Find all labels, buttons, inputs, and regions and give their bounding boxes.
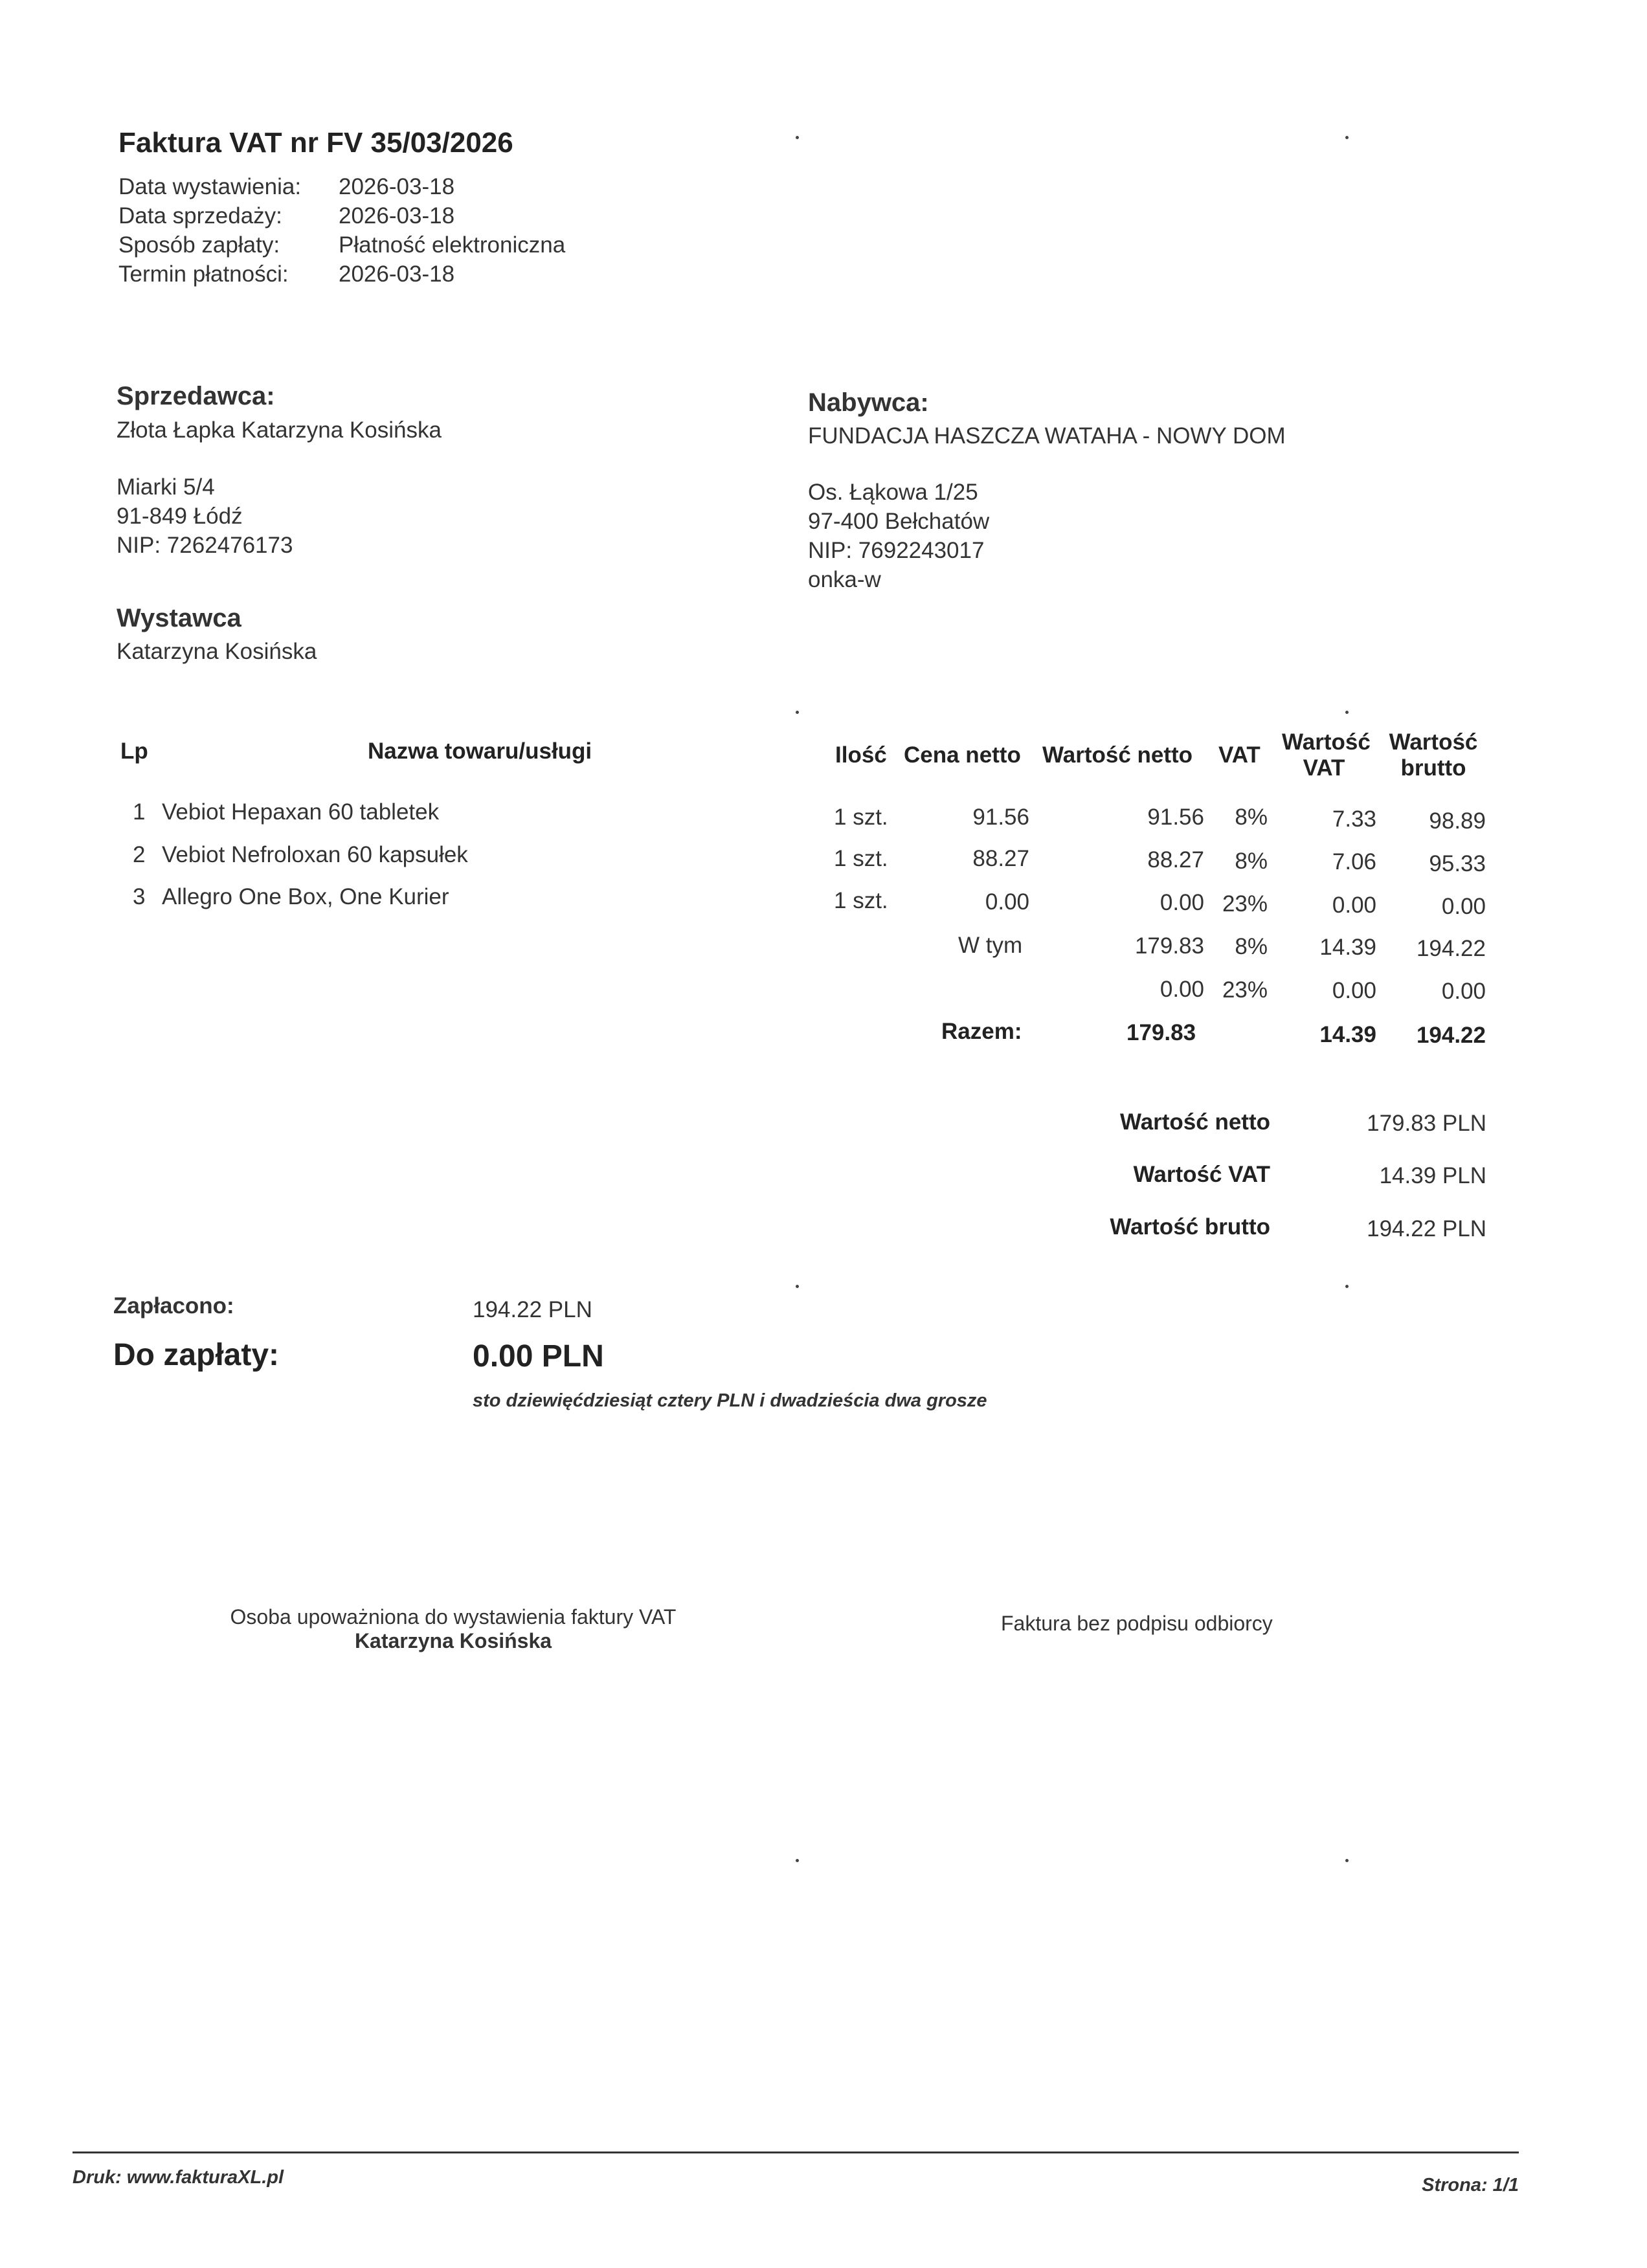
breakdown-label: W tym <box>958 933 1023 958</box>
row-3-lp: 3 <box>133 884 146 909</box>
seller-street: Miarki 5/4 <box>117 474 215 500</box>
col-header-gross-value <box>1388 729 1479 781</box>
row-1-unit-net: 91.56 <box>972 805 1029 830</box>
scan-speck <box>1345 1285 1349 1288</box>
row-3-net: 0.00 <box>1160 890 1204 915</box>
total-net: 179.83 <box>1126 1020 1196 1045</box>
breakdown-2-net: 0.00 <box>1160 977 1204 1002</box>
col-header-vat-value-line1: Wartość <box>1282 729 1371 755</box>
meta-label-issue-date: Data wystawienia: <box>118 174 302 199</box>
meta-label-due-date: Termin płatności: <box>118 261 289 287</box>
col-header-lp: Lp <box>120 739 148 764</box>
scan-speck <box>1345 1859 1349 1862</box>
row-2-vat: 8% <box>1235 849 1268 874</box>
paid-label: Zapłacono: <box>113 1293 234 1318</box>
col-header-gross-value-line2: brutto <box>1400 755 1466 781</box>
summary-net-value: 179.83 PLN <box>1367 1111 1486 1136</box>
footer-print-source: Druk: www.fakturaXL.pl <box>73 2167 284 2188</box>
due-label: Do zapłaty: <box>113 1338 280 1372</box>
col-header-vat-value-line2: VAT <box>1303 755 1345 781</box>
seller-heading: Sprzedawca: <box>117 382 275 410</box>
scan-speck <box>1345 136 1349 139</box>
footer-page-number: Strona: 1/1 <box>1422 2175 1519 2196</box>
meta-value-payment-method: Płatność elektroniczna <box>339 232 566 258</box>
row-3-name: Allegro One Box, One Kurier <box>162 884 449 909</box>
row-3-gross: 0.00 <box>1441 894 1486 919</box>
signature-left-role: Osoba upoważniona do wystawienia faktury VAT <box>230 1605 677 1629</box>
due-value: 0.00 PLN <box>473 1339 604 1373</box>
row-3-unit-net: 0.00 <box>985 889 1029 915</box>
summary-vat-label: Wartość VAT <box>1133 1162 1270 1187</box>
row-1-gross: 98.89 <box>1429 808 1486 834</box>
signature-left <box>194 1605 712 1653</box>
meta-value-sale-date: 2026-03-18 <box>339 203 455 228</box>
meta-label-payment-method: Sposób zapłaty: <box>118 232 280 258</box>
invoice-meta-values <box>339 172 565 289</box>
total-gross: 194.22 <box>1416 1023 1486 1048</box>
breakdown-2-vat-value: 0.00 <box>1332 978 1376 1003</box>
col-header-vat: VAT <box>1218 742 1260 768</box>
row-2-gross: 95.33 <box>1429 851 1486 876</box>
row-1-net: 91.56 <box>1147 805 1204 830</box>
buyer-heading: Nabywca: <box>808 388 929 417</box>
breakdown-2-vat: 23% <box>1222 977 1268 1003</box>
row-1-name: Vebiot Hepaxan 60 tabletek <box>162 799 440 825</box>
col-header-net-value: Wartość netto <box>1042 742 1193 768</box>
total-label: Razem: <box>941 1019 1022 1044</box>
breakdown-1-net: 179.83 <box>1134 933 1204 959</box>
col-header-vat-value <box>1282 729 1371 781</box>
breakdown-1-vat: 8% <box>1235 934 1268 959</box>
col-header-unit-net: Cena netto <box>904 742 1021 768</box>
breakdown-1-gross: 194.22 <box>1416 936 1486 961</box>
row-1-qty: 1 szt. <box>834 805 888 830</box>
row-1-vat-value: 7.33 <box>1332 806 1376 832</box>
meta-label-sale-date: Data sprzedaży: <box>118 203 282 228</box>
row-2-vat-value: 7.06 <box>1332 849 1376 874</box>
breakdown-2-gross: 0.00 <box>1441 979 1486 1004</box>
summary-gross-label: Wartość brutto <box>1110 1214 1270 1240</box>
buyer-street: Os. Łąkowa 1/25 <box>808 480 978 505</box>
paid-value: 194.22 PLN <box>473 1297 592 1322</box>
breakdown-1-vat-value: 14.39 <box>1319 935 1376 960</box>
meta-value-due-date: 2026-03-18 <box>339 261 455 287</box>
amount-in-words: sto dziewięćdziesiąt cztery PLN i dwadzieścia dwa grosze <box>473 1390 987 1411</box>
issuer-heading: Wystawca <box>117 604 241 632</box>
col-header-gross-value-line1: Wartość <box>1389 729 1478 755</box>
invoice-meta-labels <box>118 172 301 289</box>
buyer-name: FUNDACJA HASZCZA WATAHA - NOWY DOM <box>808 423 1286 449</box>
row-1-vat: 8% <box>1235 805 1268 830</box>
seller-name: Złota Łapka Katarzyna Kosińska <box>117 417 442 443</box>
buyer-nip: NIP: 7692243017 <box>808 538 985 563</box>
scan-speck <box>796 1859 799 1862</box>
invoice-title: Faktura VAT nr FV 35/03/2026 <box>118 127 513 159</box>
meta-value-issue-date: 2026-03-18 <box>339 174 455 199</box>
summary-net-label: Wartość netto <box>1119 1109 1270 1135</box>
summary-gross-value: 194.22 PLN <box>1367 1216 1486 1241</box>
row-2-lp: 2 <box>133 842 146 867</box>
row-2-net: 88.27 <box>1147 847 1204 873</box>
buyer-city: 97-400 Bełchatów <box>808 509 990 534</box>
row-1-lp: 1 <box>133 799 146 825</box>
signature-left-person: Katarzyna Kosińska <box>354 1629 552 1652</box>
row-3-qty: 1 szt. <box>834 888 888 913</box>
row-3-vat-value: 0.00 <box>1332 893 1376 918</box>
signature-right: Faktura bez podpisu odbiorcy <box>1001 1612 1273 1635</box>
seller-nip: NIP: 7262476173 <box>117 533 293 558</box>
row-2-qty: 1 szt. <box>834 846 888 871</box>
col-header-name: Nazwa towaru/usługi <box>368 739 592 764</box>
total-vat-value: 14.39 <box>1319 1022 1376 1047</box>
summary-vat-value: 14.39 PLN <box>1379 1163 1486 1188</box>
row-2-unit-net: 88.27 <box>972 846 1029 871</box>
footer-divider <box>73 2151 1519 2153</box>
scan-speck <box>796 136 799 139</box>
scan-speck <box>796 1285 799 1288</box>
row-3-vat: 23% <box>1222 891 1268 917</box>
scan-speck <box>1345 711 1349 714</box>
row-2-name: Vebiot Nefroloxan 60 kapsułek <box>162 842 468 867</box>
col-header-qty: Ilość <box>835 742 887 768</box>
issuer-name: Katarzyna Kosińska <box>117 639 317 664</box>
scan-speck <box>796 711 799 714</box>
seller-city: 91-849 Łódź <box>117 504 243 529</box>
buyer-extra: onka-w <box>808 567 881 592</box>
